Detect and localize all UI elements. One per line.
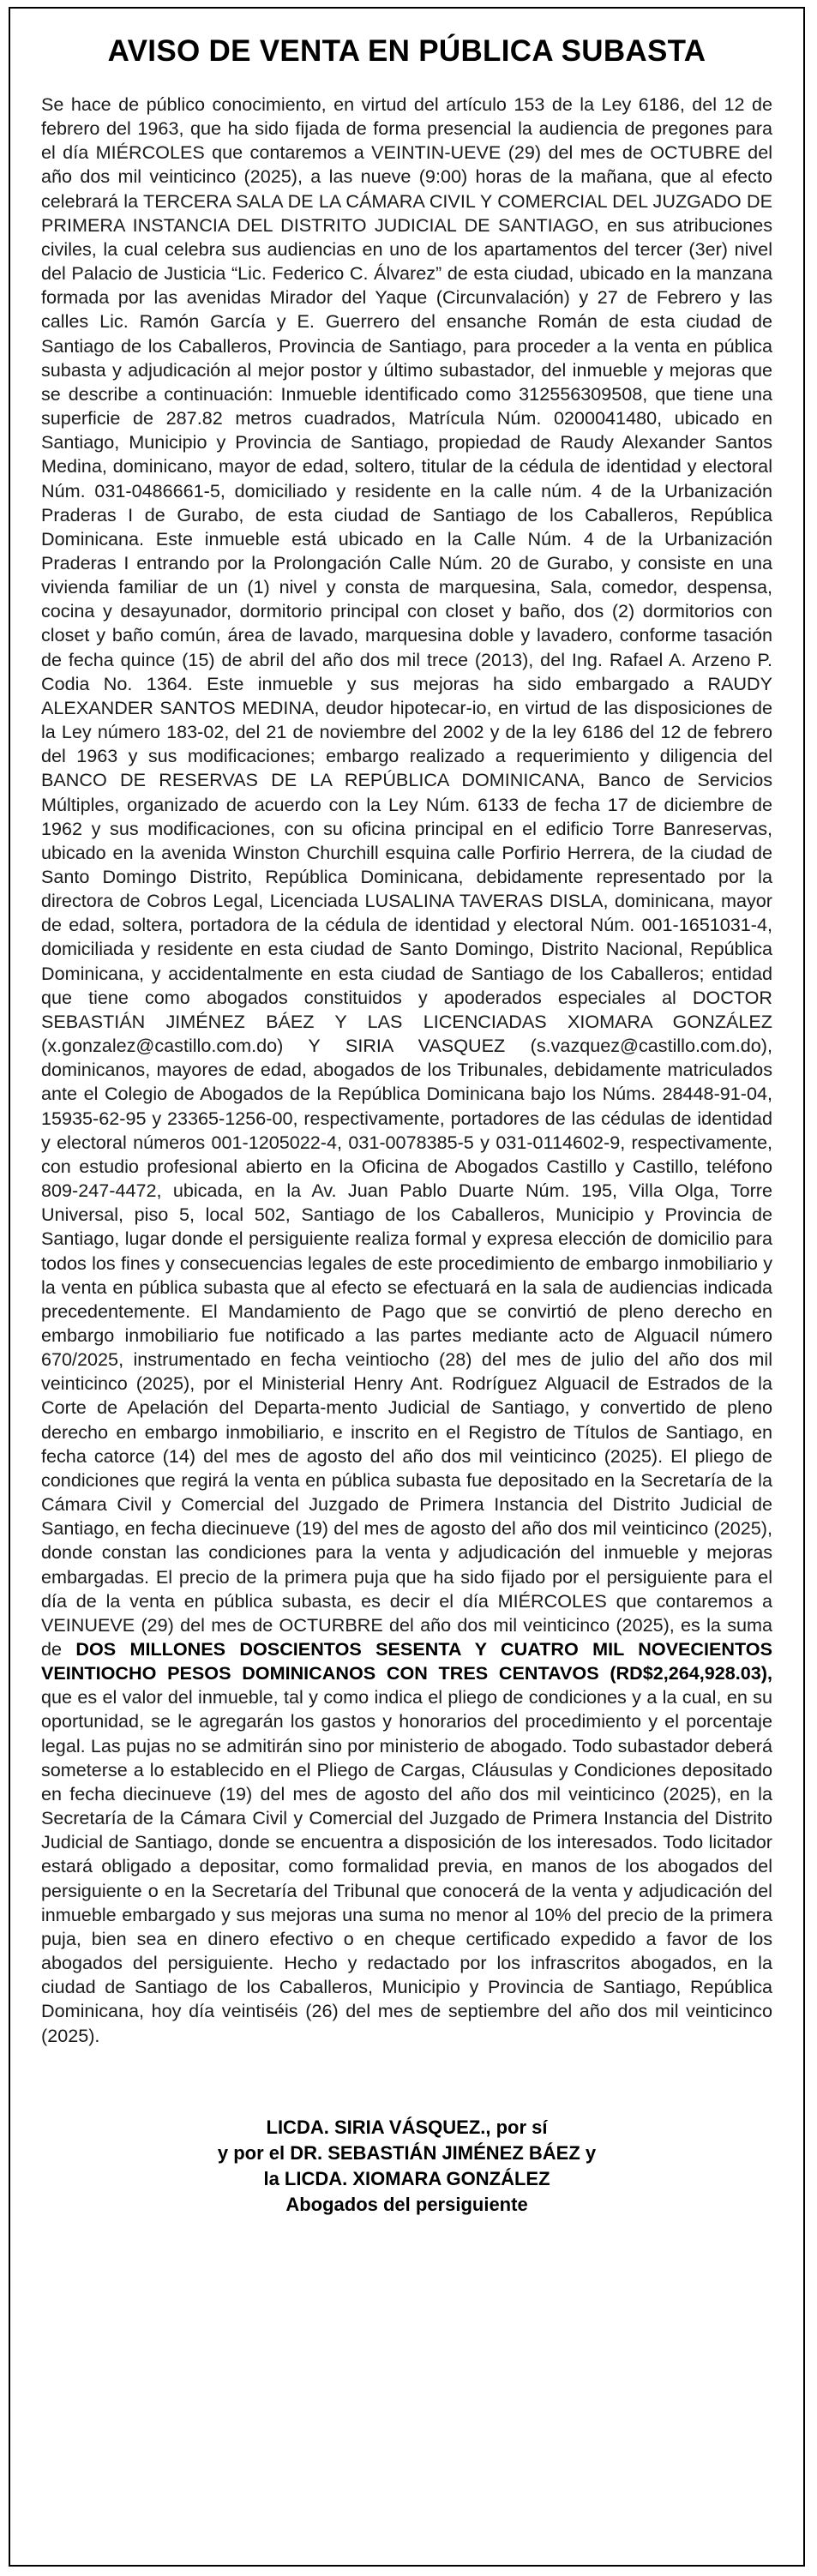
notice-body: [41, 93, 772, 2048]
notice-closing-text: que es el valor del inmueble, tal y como indica el pliego de condiciones y a la cual, en su oportunidad, se le agregarán los gastos y honorarios del procedimiento y el porcentaje legal. Las pujas no se admitirán sino por ministerio de abogado. Todo subastador deberá someterse a lo establecido en el Pliego de Cargas, Cláusulas y Condiciones depositado en fecha diecinueve (19) del mes de agosto del año dos mil veinticinco (2025), en la Secretaría de la Cámara Civil y Comercial del Juzgado de Primera Instancia del Distrito Judicial de Santiago, donde se encuentra a disposición de los interesados. Todo licitador estará obligado a depositar, como formalidad previa, en manos de los abogados del persiguiente o en la Secretaría del Tribunal que conocerá de la venta y adjudicación del inmueble embargado y sus mejoras una suma no menor al 10% del precio de la primera puja, bien sea en dinero efectivo o en cheque certificado expedido a favor de los abogados del persiguiente. Hecho y redactado por los infrascritos abogados, en la ciudad de Santiago de los Caballeros, Municipio y Provincia de Santiago, República Dominicana, hoy día veintiséis (26) del mes de septiembre del año dos mil veinticinco (2025).: [41, 1686, 772, 2046]
price-amount: DOS MILLONES DOSCIENTOS SESENTA Y CUATRO MIL NOVECIENTOS VEINTIOCHO PESOS DOMINICANOS CON TRES CENTAVOS (RD$2,264,928.03),: [41, 1638, 773, 1684]
signature-line-1: LICDA. SIRIA VÁSQUEZ., por sí: [266, 2116, 548, 2138]
notice-title: AVISO DE VENTA EN PÚBLICA SUBASTA: [107, 34, 706, 68]
signature-line-4: Abogados del persiguiente: [285, 2193, 528, 2215]
legal-notice: [9, 7, 805, 2567]
signature-line-2: y por el DR. SEBASTIÁN JIMÉNEZ BÁEZ y: [217, 2141, 597, 2164]
signature-block: [10, 2115, 803, 2218]
signature-line-3: la LICDA. XIOMARA GONZÁLEZ: [263, 2167, 550, 2189]
notice-body-text: Se hace de público conocimiento, en virtud del artículo 153 de la Ley 6186, del 12 de febrero del 1963, que ha sido fijada de forma presencial la audiencia de pregones para el día MIÉRCOLES que contaremos a VEINTIN-UEVE (29) del mes de OCTUBRE del año dos mil veinticinco (2025), a las nueve (9:00) horas de la mañana, que al efecto celebrará la TERCERA SALA DE LA CÁMARA CIVIL Y COMERCIAL DEL JUZGADO DE PRIMERA INSTANCIA DEL DISTRITO JUDICIAL DE SANTIAGO, en sus atribuciones civiles, la cual celebra sus audiencias en uno de los apartamentos del tercer (3er) nivel del Palacio de Justicia “Lic. Federico C. Álvarez” de esta ciudad, ubicado en la manzana formada por las avenidas Mirador del Yaque (Circunvalación) y 27 de Febrero y las calles Lic. Ramón García y E. Guerrero del ensanche Román de esta ciudad de Santiago de los Caballeros, Provincia de Santiago, para proceder a la venta en pública subasta y adjudicación al mejor postor y último subastador, del inmueble y mejoras que se describe a continuación: Inmueble identificado como 312556309508, que tiene una superficie de 287.82 metros cuadrados, Matrícula Núm. 0200041480, ubicado en Santiago, Municipio y Provincia de Santiago, propiedad de Raudy Alexander Santos Medina, dominicano, mayor de edad, soltero, titular de la cédula de identidad y electoral Núm. 031-0486661-5, domiciliado y residente en la calle núm. 4 de la Urbanización Praderas I de Gurabo, de esta ciudad de Santiago de los Caballeros, República Dominicana. Este inmueble está ubicado en la Calle Núm. 4 de la Urbanización Praderas I entrando por la Prolongación Calle Núm. 20 de Gurabo, y consiste en una vivienda familiar de un (1) nivel y consta de marquesina, Sala, comedor, despensa, cocina y desayunador, dormitorio principal con closet y baño, dos (2) dormitorios con closet y baño común, área de lavado, marquesina doble y lavadero, conforme tasación de fecha quince (15) de abril del año dos mil trece (2013), del Ing. Rafael A. Arzeno P. Codia No. 1364. Este inmueble y sus mejoras ha sido embargado a RAUDY ALEXANDER SANTOS MEDINA, deudor hipotecar-io, en virtud de las disposiciones de la Ley número 183-02, del 21 de noviembre del 2002 y de la ley 6186 del 12 de febrero del 1963 y sus modificaciones; embargo realizado a requerimiento y diligencia del BANCO DE RESERVAS DE LA REPÚBLICA DOMINICANA, Banco de Servicios Múltiples, organizado de acuerdo con la Ley Núm. 6133 de fecha 17 de diciembre de 1962 y sus modificaciones, con su oficina principal en el edificio Torre Banreservas, ubicado en la avenida Winston Churchill esquina calle Porfirio Herrera, de la ciudad de Santo Domingo Distrito, República Dominicana, debidamente representado por la directora de Cobros Legal, Licenciada LUSALINA TAVERAS DISLA, dominicana, mayor de edad, soltera, portadora de la cédula de identidad y electoral Núm. 001-1651031-4, domiciliada y residente en esta ciudad de Santo Domingo, Distrito Nacional, República Dominicana, y accidentalmente en esta ciudad de Santiago de los Caballeros; entidad que tiene como abogados constituidos y apoderados especiales al DOCTOR SEBASTIÁN JIMÉNEZ BÁEZ Y LAS LICENCIADAS XIOMARA GONZÁLEZ (x.gonzalez@castillo.com.do) Y SIRIA VASQUEZ (s.vazquez@castillo.com.do), dominicanos, mayores de edad, abogados de los Tribunales, debidamente matriculados ante el Colegio de Abogados de la República Dominicana bajo los Núms. 28448-91-04, 15935-62-95 y 23365-1256-00, respectivamente, portadores de las cédulas de identidad y electoral números 001-1205022-4, 031-0078385-5 y 031-0114602-9, respectivamente, con estudio profesional abierto en la Oficina de Abogados Castillo y Castillo, teléfono 809-247-4472, ubicada, en la Av. Juan Pablo Duarte Núm. 195, Villa Olga, Torre Universal, piso 5, local 502, Santiago de los Caballeros, Municipio y Provincia de Santiago, lugar donde el persiguiente realiza formal y expresa elección de domicilio para todos los fines y consecuencias legales de este procedimiento de embargo inmobiliario y la venta en pública subasta que al efecto se efectuará en la sala de audiencias indicada precedentemente. El Mandamiento de Pago que se convirtió de pleno derecho en embargo inmobiliario fue notificado a las partes mediante acto de Alguacil número 670/2025, instrumentado en fecha veintiocho (28) del mes de julio del año dos mil veinticinco (2025), por el Ministerial Henry Ant. Rodríguez Alguacil de Estrados de la Corte de Apelación del Departa-mento Judicial de Santiago, y convertido de pleno derecho en embargo inmobiliario, e inscrito en el Registro de Títulos de Santiago, en fecha catorce (14) del mes de agosto del año dos mil veinticinco (2025). El pliego de condiciones que regirá la venta en pública subasta fue depositado en la Secretaría de la Cámara Civil y Comercial del Juzgado de Primera Instancia del Distrito Judicial de Santiago, en fecha diecinueve (19) del mes de agosto del año dos mil veinticinco (2025), donde constan las condiciones para la venta y adjudicación del inmueble y mejoras embargadas. El precio de la primera puja que ha sido fijado por el persiguiente para el día de la venta en pública subasta, es decir el día MIÉRCOLES que contaremos a VEINUEVE (29) del mes de OCTURBRE del año dos mil veinticinco (2025), es la suma de: [41, 93, 772, 1660]
